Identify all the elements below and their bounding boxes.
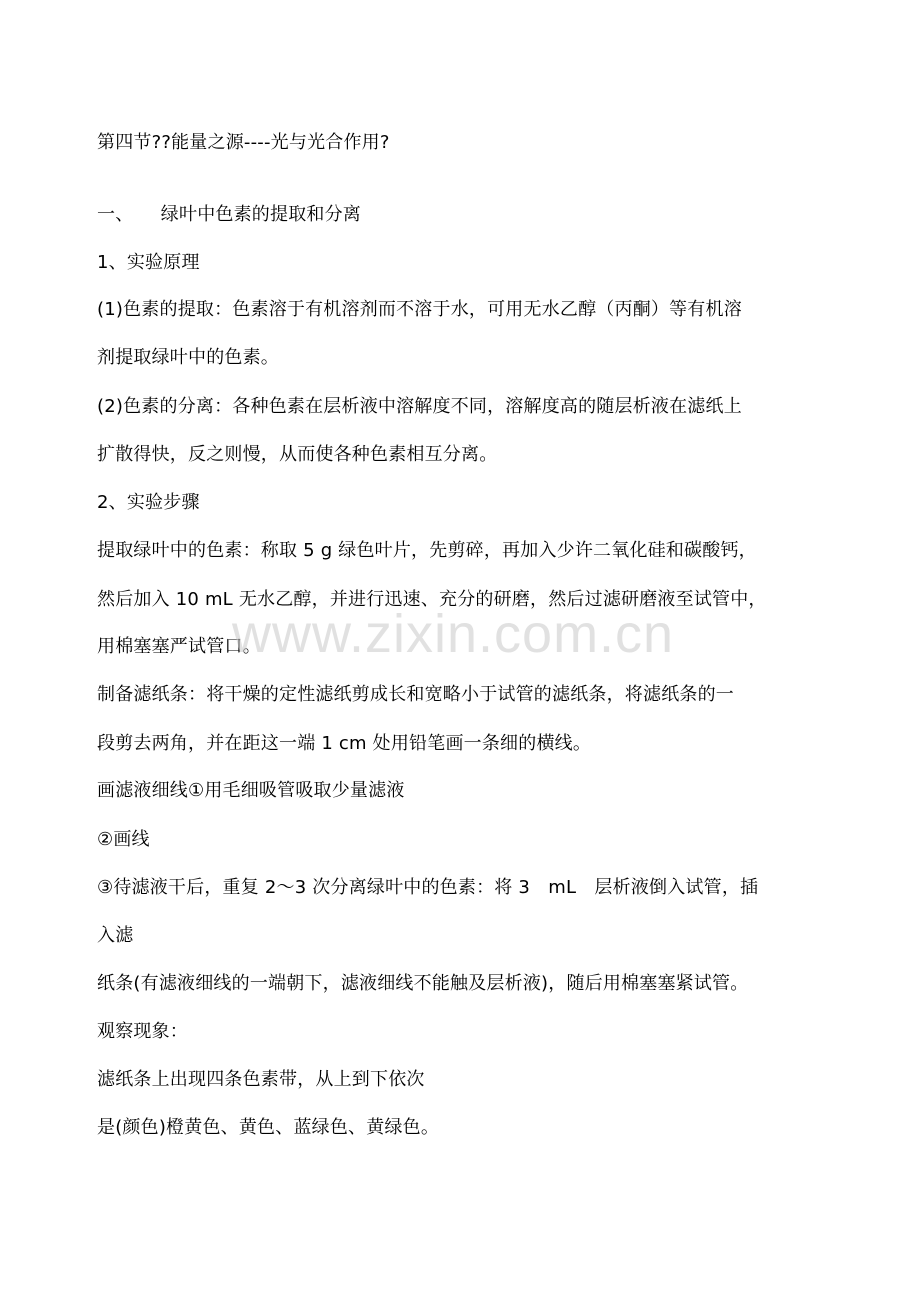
paragraph-line: 剂提取绿叶中的色素。 — [97, 347, 279, 368]
paragraph-line: 画滤液细线①用毛细吸管吸取少量滤液 — [97, 780, 405, 801]
paragraph-line: 然后加入 10 mL 无水乙醇，并进行迅速、充分的研磨，然后过滤研磨液至试管中， — [97, 589, 767, 610]
paragraph-line: 提取绿叶中的色素：称取 5 g 绿色叶片，先剪碎，再加入少许二氧化硅和碳酸钙， — [97, 540, 757, 561]
paragraph-line: 滤纸条上出现四条色素带，从上到下依次 — [97, 1069, 425, 1090]
steps-heading: 2、实验步骤 — [97, 492, 200, 513]
paragraph-line: (1)色素的提取：色素溶于有机溶剂而不溶于水，可用无水乙醇（丙酮）等有机溶 — [97, 299, 742, 320]
paragraph-line: ③待滤液干后，重复 2～3 次分离绿叶中的色素：将 3 mL 层析液倒入试管，插 — [97, 877, 759, 898]
paragraph-line: 用棉塞塞严试管口。 — [97, 636, 261, 657]
observe-heading: 观察现象： — [97, 1021, 188, 1042]
paragraph-line: 段剪去两角，并在距这一端 1 cm 处用铅笔画一条细的横线。 — [97, 733, 592, 754]
paragraph-line: 是(颜色)橙黄色、黄色、蓝绿色、黄绿色。 — [97, 1117, 440, 1138]
document-title: 第四节??能量之源----光与光合作用? — [97, 132, 390, 153]
paragraph-line: (2)色素的分离：各种色素在层析液中溶解度不同，溶解度高的随层析液在滤纸上 — [97, 396, 742, 417]
paragraph-line: 入滤 — [97, 925, 134, 946]
paragraph-line: 制备滤纸条：将干燥的定性滤纸剪成长和宽略小于试管的滤纸条，将滤纸条的一 — [97, 684, 734, 705]
watermark-text: www.zixin.com.cn — [232, 604, 675, 664]
paragraph-line: 扩散得快，反之则慢，从而使各种色素相互分离。 — [97, 444, 498, 465]
principle-heading: 1、实验原理 — [97, 252, 200, 273]
section-heading: 一、 绿叶中色素的提取和分离 — [97, 204, 361, 225]
paragraph-line: ②画线 — [97, 829, 150, 850]
paragraph-line: 纸条(有滤液细线的一端朝下，滤液细线不能触及层析液)，随后用棉塞塞紧试管。 — [97, 973, 749, 994]
